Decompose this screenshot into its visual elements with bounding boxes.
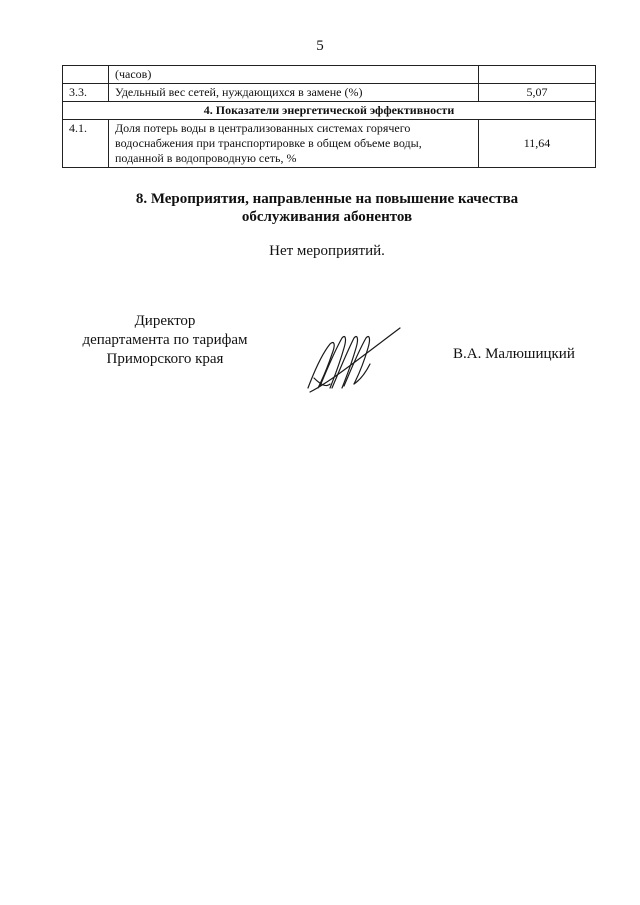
section-heading-line: обслуживания абонентов [241,209,413,225]
row-text-line: Доля потерь воды в централизованных системах горячего [115,121,411,135]
no-measures-text: Нет мероприятий. [269,243,385,259]
row-text [109,120,479,168]
table-row [63,120,596,168]
row-value: 5,07 [479,84,596,102]
table-section-row [63,102,596,120]
page-number: 5 [316,38,324,54]
row-number: 4.1. [63,120,109,168]
row-text: (часов) [109,66,479,84]
signer-title [50,312,280,369]
signer-title-line: департамента по тарифам [82,332,248,348]
table-row [63,84,596,102]
section-heading [0,190,640,226]
signer-name: В.А. Малюшицкий [453,346,575,362]
row-number: 3.3. [63,84,109,102]
row-text-line: водоснабжения при транспортировке в общем объеме воды, [115,136,422,150]
row-value [479,66,596,84]
row-text: Удельный вес сетей, нуждающихся в замене (%) [109,84,479,102]
indicators-table [62,65,596,168]
signer-title-line: Приморского края [106,351,224,367]
row-text-line: поданной в водопроводную сеть, % [115,151,297,165]
handwritten-signature [300,322,420,402]
table-row [63,66,596,84]
signer-title-line: Директор [134,313,196,329]
row-number [63,66,109,84]
section-title: 4. Показатели энергетической эффективности [63,102,596,120]
row-value: 11,64 [479,120,596,168]
section-heading-line: 8. Мероприятия, направленные на повышение качества [135,191,519,207]
